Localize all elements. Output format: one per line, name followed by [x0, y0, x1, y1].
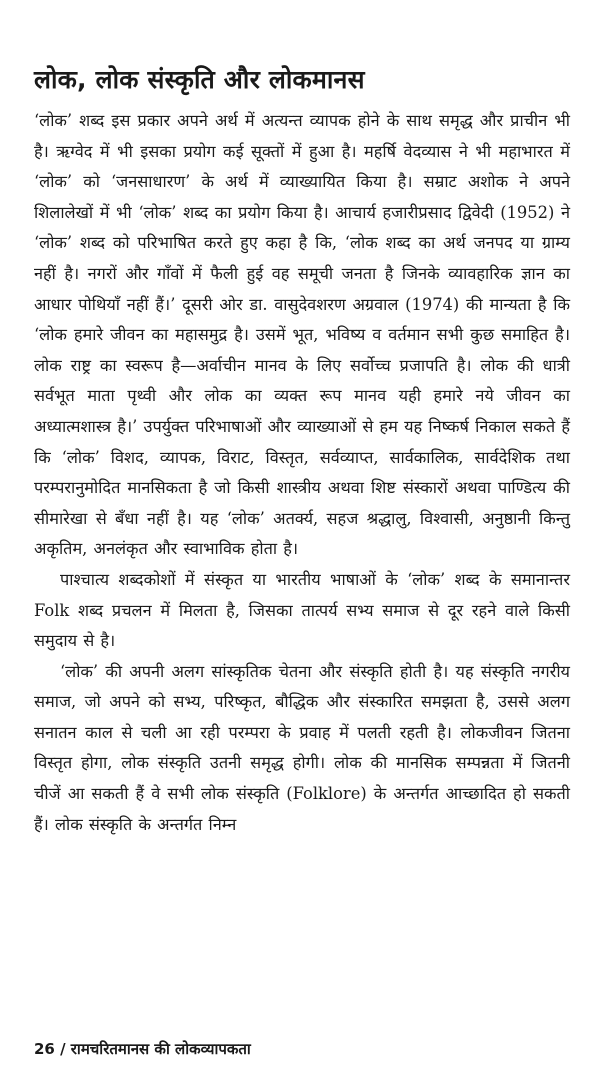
paragraph-3: ‘लोक’ की अपनी अलग सांस्कृतिक चेतना और संस्कृति होती है। यह संस्कृति नगरीय समाज, जो अपने को सभ्य, परिष्कृत, बौद्धिक और संस्कारित समझता है, उससे अलग सनातन काल से चली आ रही परम्परा के प्रवाह में पलती रहती है। लोकजीवन जितना विस्तृत होगा, लोक संस्कृति उतनी समृद्ध होगी। लोक की मानसिक सम्पन्नता में जितनी चीजें आ सकती हैं वे सभी लोक संस्कृति (Folklore) के अन्तर्गत आच्छादित हो सकती हैं। लोक संस्कृति के अन्तर्गत निम्न: [34, 661, 570, 834]
page-body: [34, 60, 570, 840]
page-heading: लोक, लोक संस्कृति और लोकमानस: [34, 65, 365, 94]
paragraph-1: ‘लोक’ शब्द इस प्रकार अपने अर्थ में अत्यन्त व्यापक होने के साथ समृद्ध और प्राचीन भी है। ऋग्वेद में भी इसका प्रयोग कई सूक्तों में हुआ है। महर्षि वेदव्यास ने भी महाभारत में ‘लोक’ को ‘जनसाधारण’ के अर्थ में व्याख्यायित किया है। सम्राट अशोक ने अपने शिलालेखों में भी ‘लोक’ शब्द का प्रयोग किया है। आचार्य हजारीप्रसाद द्विवेदी (1952) ने ‘लोक’ शब्द को परिभाषित करते हुए कहा है कि, ‘लोक शब्द का अर्थ जनपद या ग्राम्य नहीं है। नगरों और गाँवों में फैली हुई वह समूची जनता है जिनके व्यावहारिक ज्ञान का आधार पोथियाँ नहीं हैं।’ दूसरी ओर डा. वासुदेवशरण अग्रवाल (1974) की मान्यता है कि ‘लोक हमारे जीवन का महासमुद्र है। उसमें भूत, भविष्य व वर्तमान सभी कुछ समाहित है। लोक राष्ट्र का स्वरूप है—अर्वाचीन मानव के लिए सर्वोच्च प्रजापति है। लोक की धात्री सर्वभूत माता पृथ्वी और लोक का व्यक्त रूप मानव यही हमारे नये जीवन का अध्यात्मशास्त्र है।’ उपर्युक्त परिभाषाओं और व्याख्याओं से हम यह निष्कर्ष निकाल सकते हैं कि ‘लोक’ विशद, व्यापक, विराट, विस्तृत, सर्वव्याप्त, सार्वकालिक, सार्वदेशिक तथा परम्परानुमोदित मानसिकता है जो किसी शास्त्रीय अथवा शिष्ट संस्कारों अथवा पाण्डित्य की सीमारेखा से बँधा नहीं है। यह ‘लोक’ अतर्क्य, सहज श्रद्धालु, विश्वासी, अनुष्ठानी किन्तु अकृतिम, अनलंकृत और स्वाभाविक होता है।: [34, 111, 570, 559]
page-footer: 26 / रामचरितमानस की लोकव्यापकता: [34, 1040, 251, 1058]
paragraph-2: पाश्चात्य शब्दकोशों में संस्कृत या भारतीय भाषाओं के ‘लोक’ शब्द के समानान्तर Folk शब्द प्रचलन में मिलता है, जिसका तात्पर्य सभ्य समाज से दूर रहने वाले किसी समुदाय से है।: [34, 569, 570, 651]
